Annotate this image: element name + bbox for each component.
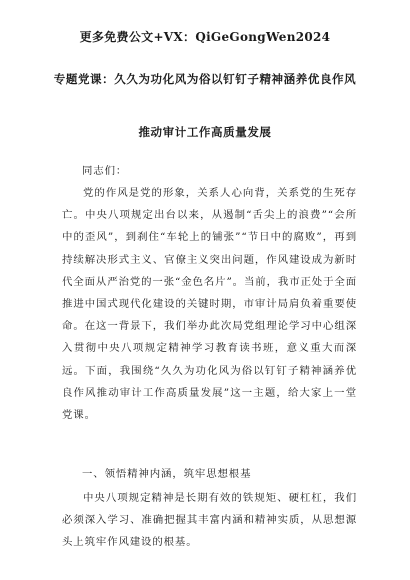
document-title-line-1: 专题党课：久久为功化风为俗以钉钉子精神涵养优良作风: [53, 72, 357, 86]
promo-header: 更多免费公文+VX：QiGeGongWen2024: [79, 30, 331, 44]
greeting: 同志们：: [82, 165, 128, 177]
document-title-line-2: 推动审计工作高质量发展: [138, 125, 272, 139]
paragraph-2: 中央八项规定精神是长期有效的铁规矩、硬杠杠，我们必须深入学习、准确把握其丰富内涵和精神实质，从思想源头上筑牢作风建设的根基。: [62, 492, 357, 549]
paragraph-1: 党的作风是党的形象，关系人心向背，关系党的生死存亡。中央八项规定出台以来，从遏制“舌尖上的浪费”“会所中的歪风”，到刹住“车轮上的铺张”“节日中的腐败”，再到持续解决形式主义、官僚主义突出问题，作风建设成为新时代全面从严治党的一张“金色名片”。当前，我市正处于全面推进中国式现代化建设的关键时期，市审计局肩负着重要使命。在这一背景下，我们举办此次局党组理论学习中心组深入贯彻中央八项规定精神学习教育读书班，意义重大而深远。下面，我围绕“久久为功化风为俗以钉钉子精神涵养优良作风推动审计工作高质量发展”这一主题，给大家上一堂党课。: [62, 187, 357, 422]
section-heading-1: 一、领悟精神内涵，筑牢思想根基: [82, 468, 252, 480]
